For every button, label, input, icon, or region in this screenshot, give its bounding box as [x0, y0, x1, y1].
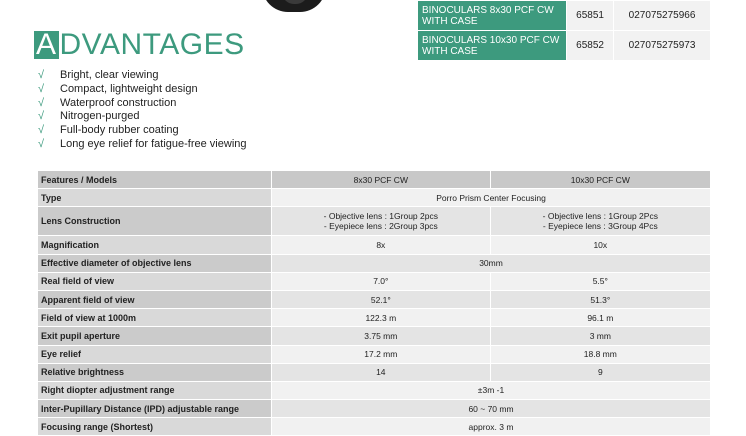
spec-label: Inter-Pupillary Distance (IPD) adjustable range	[38, 400, 272, 418]
spec-value-model-1	[272, 207, 491, 236]
spec-shared-value: approx. 3 m	[272, 418, 711, 436]
spec-value-model-1: 52.1°	[272, 290, 491, 308]
list-item	[38, 97, 247, 111]
table-row	[38, 290, 711, 308]
spec-header-row	[38, 171, 711, 189]
check-icon: √	[38, 96, 45, 109]
spec-header-model-2: 10x30 PCF CW	[490, 171, 710, 189]
spec-value-model-2: 3 mm	[490, 327, 710, 345]
spec-shared-value: 30mm	[272, 254, 711, 272]
spec-label: Apparent field of view	[38, 290, 272, 308]
list-item-text: Full-body rubber coating	[60, 124, 179, 137]
spec-label: Field of view at 1000m	[38, 309, 272, 327]
spec-value-model-1: 122.3 m	[272, 309, 491, 327]
order-product-ean: 027075275973	[614, 31, 711, 61]
spec-value-model-1: 7.0°	[272, 272, 491, 290]
spec-value-model-2: 5.5°	[490, 272, 710, 290]
check-icon: √	[38, 110, 45, 123]
advantages-heading	[34, 28, 245, 62]
order-product-name: BINOCULARS 10x30 PCF CW WITH CASE	[418, 31, 567, 61]
check-icon: √	[38, 137, 45, 150]
order-product-code: 65852	[567, 31, 614, 61]
spec-label: Eye relief	[38, 345, 272, 363]
spec-value-model-2: 51.3°	[490, 290, 710, 308]
spec-value-model-1: 17.2 mm	[272, 345, 491, 363]
table-row	[38, 345, 711, 363]
table-row	[38, 189, 711, 207]
table-row	[38, 207, 711, 236]
list-item	[38, 138, 247, 152]
spec-header-label: Features / Models	[38, 171, 272, 189]
list-item	[38, 69, 247, 83]
spec-value-model-2: 10x	[490, 236, 710, 254]
table-row	[38, 363, 711, 381]
advantages-heading-rest: DVANTAGES	[59, 28, 245, 61]
list-item	[38, 110, 247, 124]
order-row	[418, 31, 711, 61]
check-icon: √	[38, 124, 45, 137]
spec-value-line: - Eyepiece lens : 2Group 3pcs	[323, 221, 438, 232]
list-item-text: Nitrogen-purged	[60, 110, 140, 123]
table-row	[38, 327, 711, 345]
spec-value-model-2: 96.1 m	[490, 309, 710, 327]
order-table	[417, 0, 711, 61]
order-product-ean: 027075275966	[614, 1, 711, 31]
list-item-text: Long eye relief for fatigue-free viewing	[60, 137, 247, 150]
spec-label: Right diopter adjustment range	[38, 381, 272, 399]
spec-value-model-1: 8x	[272, 236, 491, 254]
binoculars-product-image	[262, 0, 326, 12]
list-item-text: Compact, lightweight design	[60, 82, 198, 95]
spec-value-model-2: 18.8 mm	[490, 345, 710, 363]
spec-value-model-1: 14	[272, 363, 491, 381]
spec-value-model-2	[490, 207, 710, 236]
spec-label: Focusing range (Shortest)	[38, 418, 272, 436]
spec-shared-value: Porro Prism Center Focusing	[272, 189, 711, 207]
advantages-heading-initial: A	[36, 28, 57, 61]
spec-label: Real field of view	[38, 272, 272, 290]
check-icon: √	[38, 82, 45, 95]
table-row	[38, 272, 711, 290]
spec-shared-value: 60 ~ 70 mm	[272, 400, 711, 418]
spec-label: Exit pupil aperture	[38, 327, 272, 345]
list-item-text: Bright, clear viewing	[60, 69, 159, 81]
spec-label: Relative brightness	[38, 363, 272, 381]
spec-value-line: - Objective lens : 1Group 2Pcs	[542, 211, 658, 222]
list-item-text: Waterproof construction	[60, 96, 177, 109]
list-item	[38, 124, 247, 138]
spec-shared-value: ±3m -1	[272, 381, 711, 399]
spec-value-model-1: 3.75 mm	[272, 327, 491, 345]
spec-header-model-1: 8x30 PCF CW	[272, 171, 491, 189]
check-icon: √	[38, 69, 45, 81]
order-row	[418, 1, 711, 31]
advantages-list	[38, 69, 247, 152]
order-product-name: BINOCULARS 8x30 PCF CW WITH CASE	[418, 1, 567, 31]
table-row	[38, 418, 711, 436]
specifications-table	[37, 170, 711, 436]
spec-label: Type	[38, 189, 272, 207]
table-row	[38, 400, 711, 418]
table-row	[38, 381, 711, 399]
spec-value-line: - Eyepiece lens : 3Group 4Pcs	[542, 221, 658, 232]
list-item	[38, 83, 247, 97]
spec-value-line: - Objective lens : 1Group 2pcs	[323, 211, 438, 222]
order-product-code: 65851	[567, 1, 614, 31]
spec-label: Effective diameter of objective lens	[38, 254, 272, 272]
spec-value-model-2: 9	[490, 363, 710, 381]
table-row	[38, 254, 711, 272]
table-row	[38, 236, 711, 254]
spec-label: Magnification	[38, 236, 272, 254]
spec-label: Lens Construction	[38, 207, 272, 236]
table-row	[38, 309, 711, 327]
